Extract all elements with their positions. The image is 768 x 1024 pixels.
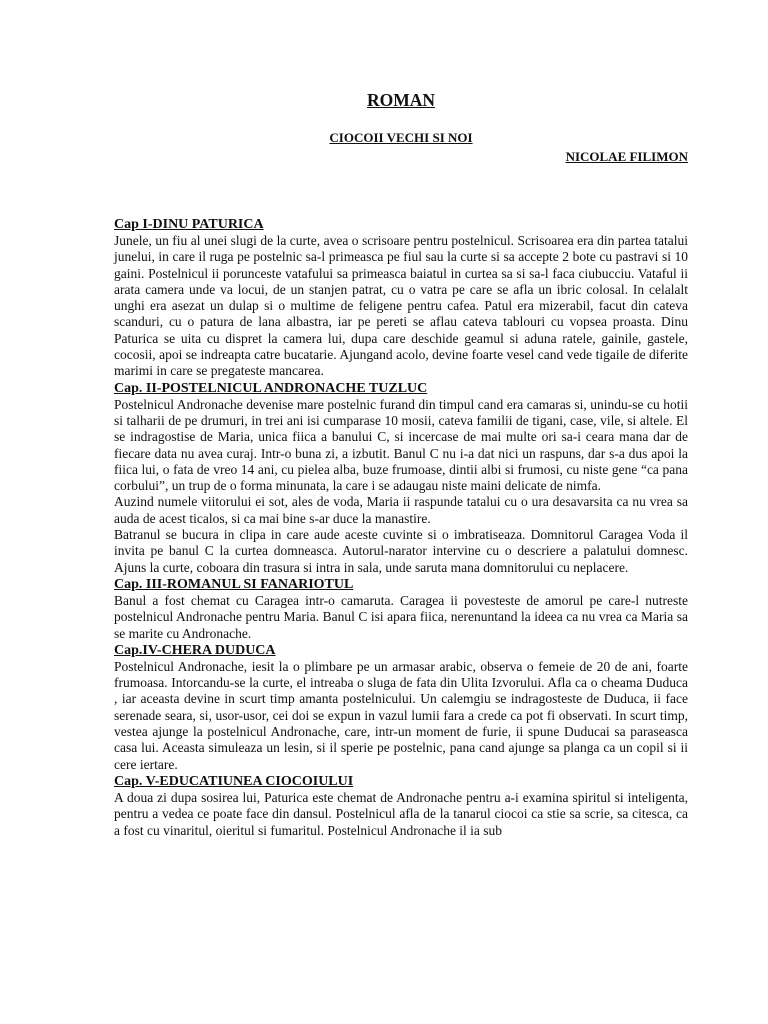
document-subtitle: CIOCOII VECHI SI NOI (329, 130, 473, 145)
chapter-paragraph: Banul a fost chemat cu Caragea intr-o camaruta. Caragea ii povesteste de amorul pe care-l nutreste postelnicul Andronache pentru Maria. Banul C isi apara fiica, nerenuntand la ideea ca nu vrea ca Maria sa se marite cu Andronache. (114, 592, 688, 641)
chapter-5 (114, 773, 688, 839)
chapter-3 (114, 576, 688, 642)
chapter-paragraph: A doua zi dupa sosirea lui, Paturica este chemat de Andronache pentru a-i examina spiritul si inteligenta, pentru a vedea ce poate face din dansul. Postelnicul afla de la tanarul ciocoi ca stie sa scrie, sa citesca, ca a fost cu vinaritul, oieritul si fumaritul. Postelnicul Andronache il ia sub (114, 789, 688, 838)
document-page (114, 0, 688, 1024)
chapter-heading: Cap. V-EDUCATIUNEA CIOCOIULUI (114, 773, 354, 789)
chapter-heading: Cap. II-POSTELNICUL ANDRONACHE TUZLUC (114, 380, 428, 396)
chapter-paragraph: Postelnicul Andronache devenise mare postelnic furand din timpul cand era camaras si, unindu-se cu hotii si talharii de pe drumuri, in trei ani isi cumparase 10 mosii, cateva familii de tigani, case, vile, si altele. El se indragostise de Maria, unica fiica a banului C, si incercase de mai multe ori sa-i ceara mana dar de fiecare data nu avea curaj. Intr-o buna zi, a izbutit. Banul C nu i-a dat nici un raspuns, dar s-a dus apoi la fiica lui, o fata de vreo 14 ani, cu pielea alba, buze frumoase, dintii albi si frumosi, cu niste gene “ca pana corbului”, un trup de o forma minunata, la care i se adaugau niste maini delicate de nimfa. (114, 396, 688, 494)
chapter-4 (114, 642, 688, 773)
chapter-1 (114, 216, 688, 380)
chapter-paragraph: Auzind numele viitorului ei sot, ales de voda, Maria ii raspunde tatalui cu o ura desavarsita ca nu vrea sa auda de acest ticalos, si ca mai bine s-ar duce la manastire. (114, 494, 688, 526)
chapter-paragraph: Batranul se bucura in clipa in care aude aceste cuvinte si o imbratiseaza. Domnitorul Caragea Voda il invita pe banul C la curtea domneasca. Autorul-narator intervine cu o descriere a palatului domnesc. Ajuns la curte, coboara din trasura si intra in sala, unde saruta mana domnitorului cu neplacere. (114, 527, 688, 575)
chapter-paragraph: Junele, un fiu al unei slugi de la curte, avea o scrisoare pentru postelnicul. Scrisoarea era din partea tatalui junelui, in care il ruga pe postelnic sa-l primeasca pe fiul sau la curte si sa accepte 2 bote cu pastravi si 10 gaini. Postelnicul ii porunceste vatafului sa primeasca baiatul in curtea sa si sa-l faca ciubucciu. Vataful ii arata camera unde va locui, de un stanjen patrat, cu o vatra pe care se afla un ibric colosal. In celalalt unghi era asezat un dulap si o multime de feligene pentru cafea. Patul era mizerabil, facut din cateva scanduri, cu o patura de lana albastra, iar pe pereti se aflau cateva tablouri cu vopsea proasta. Dinu Paturica se uita cu dispret la camera lui, dupa care deschide geamul si aduna ratele, gainile, gastele, cocosii, apoi se indreapta catre bucatarie. Ajungand acolo, devine foarte vesel cand vede tigaile de diferite marimi in care se pregateste mancarea. (114, 233, 688, 379)
chapter-paragraph: Postelnicul Andronache, iesit la o plimbare pe un armasar arabic, observa o femeie de 20 de ani, foarte frumoasa. Intorcandu-se la curte, el intreaba o sluga de fata din Ulita Izvorului. Afla ca o cheama Duduca , iar aceasta devine in scurt timp amanta postelnicului. Un calemgiu se indragosteste de Duduca, ii face serenade seara, si, usor-usor, cei doi se expun in vazul lumii fara a crede ca pot fi observati. In scurt timp, vestea ajunge la postelnicul Andronache, care, intr-un moment de furie, ii spune Duducai sa paraseasca casa lui. Aceasta simuleaza un lesin, si il sperie pe postelnic, pana cand ajunge sa planga ca un copil si ii cere iertare. (114, 658, 688, 772)
document-title: ROMAN (366, 90, 436, 110)
chapter-2 (114, 380, 688, 576)
chapter-heading: Cap I-DINU PATURICA (114, 217, 264, 232)
document-body (114, 216, 688, 839)
chapter-heading: Cap.IV-CHERA DUDUCA (114, 642, 276, 658)
chapter-heading: Cap. III-ROMANUL SI FANARIOTUL (114, 576, 354, 592)
document-author: NICOLAE FILIMON (565, 149, 688, 164)
